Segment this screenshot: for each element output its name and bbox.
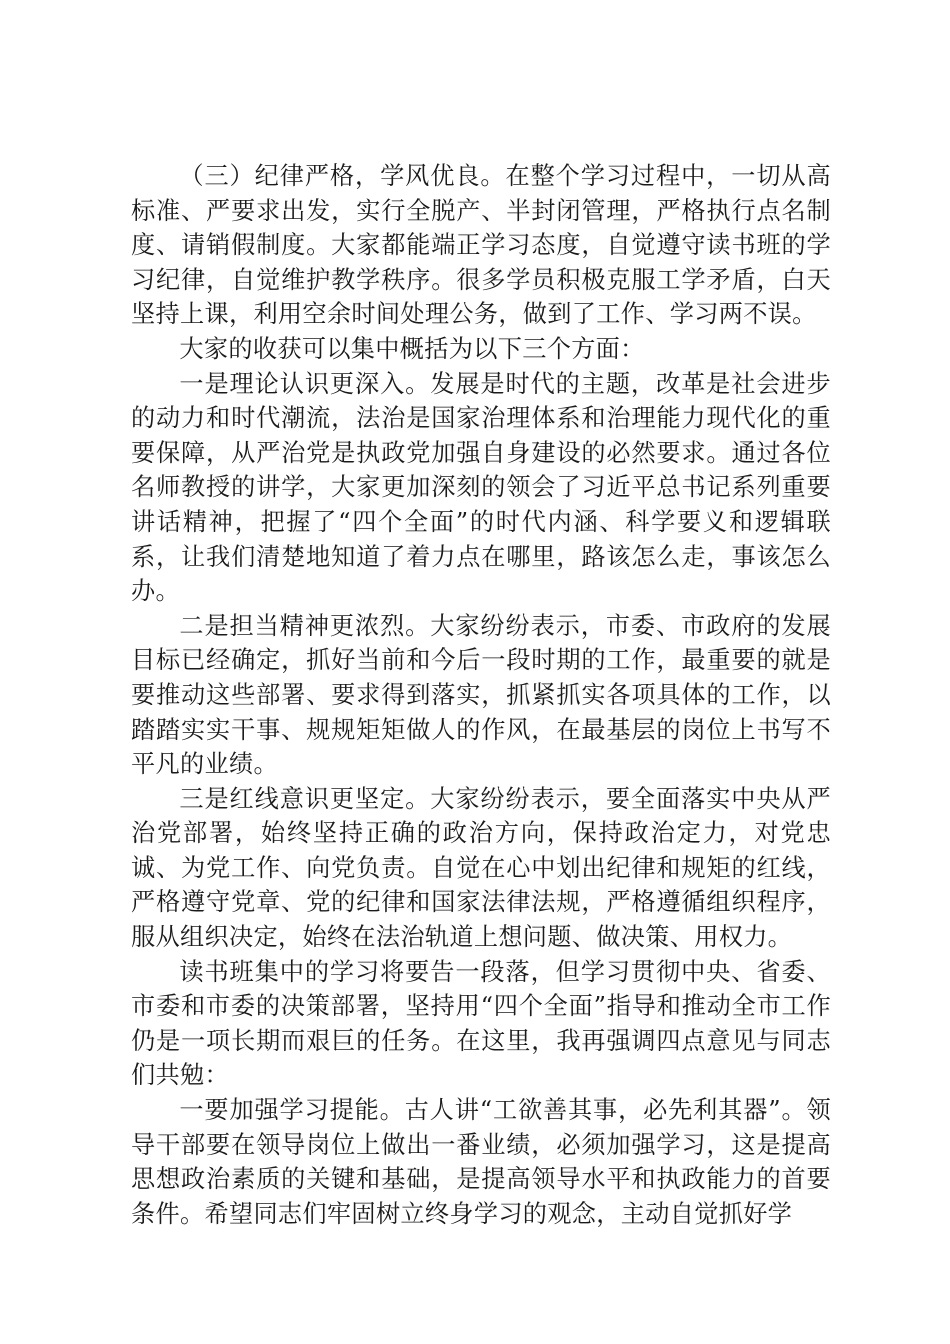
- paragraph-theory: 一是理论认识更深入。发展是时代的主题，改革是社会进步的动力和时代潮流，法治是国家治理体系和治理能力现代化的重要保障，从严治党是执政党加强自身建设的必然要求。通过各位名师教授的讲学，大家更加深刻的领会了习近平总书记系列重要讲话精神，把握了“四个全面”的时代内涵、科学要义和逻辑联系，让我们清楚地知道了着力点在哪里，路该怎么走，事该怎么办。: [131, 369, 831, 606]
- paragraph-redline: 三是红线意识更坚定。大家纷纷表示，要全面落实中央从严治党部署，始终坚持正确的政治方向，保持政治定力，对党忠诚、为党工作、向党负责。自觉在心中划出纪律和规矩的红线，严格遵守党章、党的纪律和国家法律法规，严格遵循组织程序，服从组织决定，始终在法治轨道上想问题、做决策、用权力。: [131, 784, 831, 952]
- paragraph-responsibility: 二是担当精神更浓烈。大家纷纷表示，市委、市政府的发展目标已经确定，抓好当前和今后一段时期的工作，最重要的就是要推动这些部署、要求得到落实，抓紧抓实各项具体的工作，以踏踏实实干事、规规矩矩做人的作风，在最基层的岗位上书写不平凡的业绩。: [131, 611, 831, 779]
- document-body: [131, 159, 831, 1231]
- paragraph-discipline: （三）纪律严格，学风优良。在整个学习过程中，一切从高标准、严要求出发，实行全脱产、半封闭管理，严格执行点名制度、请销假制度。大家都能端正学习态度，自觉遵守读书班的学习纪律，自觉维护教学秩序。很多学员积极克服工学矛盾，白天坚持上课，利用空余时间处理公务，做到了工作、学习两不误。: [131, 162, 831, 329]
- paragraph-study: 一要加强学习提能。古人讲“工欲善其事，必先利其器”。领导干部要在领导岗位上做出一番业绩，必须加强学习，这是提高思想政治素质的关键和基础，是提高领导水平和执政能力的首要条件。希望同志们牢固树立终身学习的观念，主动自觉抓好学: [131, 1096, 831, 1228]
- paragraph-summary-intro: 大家的收获可以集中概括为以下三个方面：: [179, 334, 645, 363]
- paragraph-conclusion: 读书班集中的学习将要告一段落，但学习贯彻中央、省委、市委和市委的决策部署，坚持用“四个全面”指导和推动全市工作仍是一项长期而艰巨的任务。在这里，我再强调四点意见与同志们共勉：: [131, 957, 831, 1090]
